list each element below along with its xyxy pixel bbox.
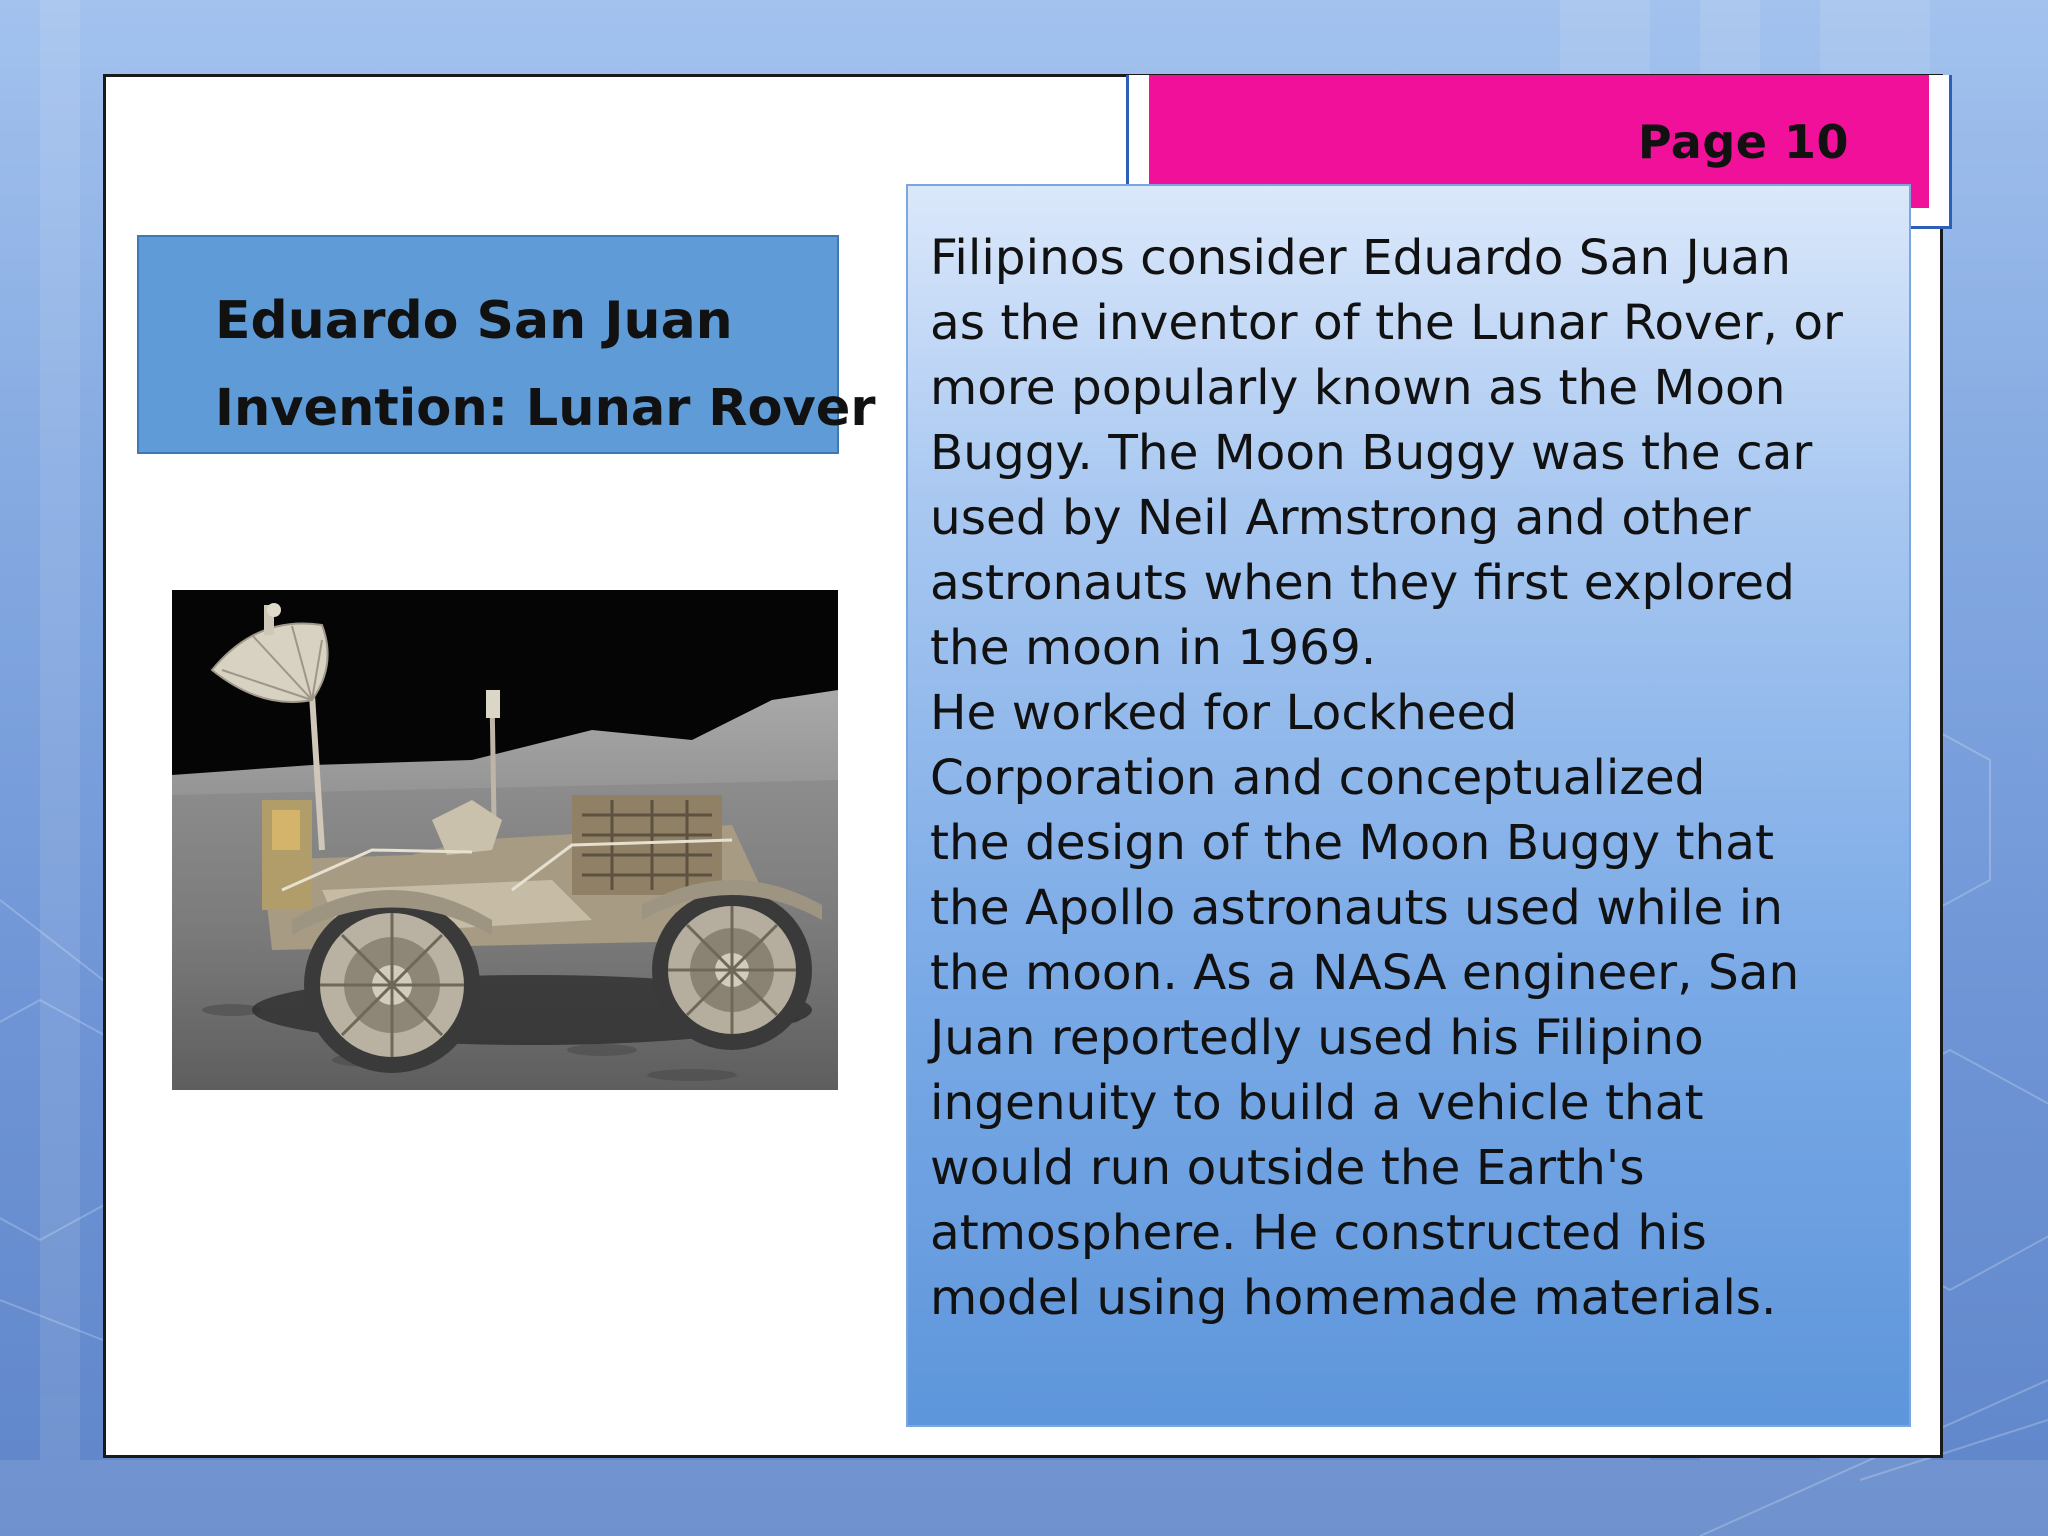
description-text: Filipinos consider Eduardo San Juan as the inventor of the Lunar Rover, or more popularly known as the Moon Buggy. The Moon Buggy was the car used by Neil Armstrong and other astronauts when they first explored the moon in 1969. He worked for Lockheed Corporation and conceptualized the design of the Moon Buggy that the Apollo astronauts used while in the moon. As a NASA engineer, San Juan reportedly used his Filipino ingenuity to build a vehicle that would run outside the Earth's atmosphere. He constructed his model using homemade materials. [930,230,1843,1326]
lunar-rover-photo [172,590,838,1090]
invention-label: Invention: Lunar Rover [215,379,876,438]
description-box [906,184,1911,1427]
page-number: Page 10 [1637,115,1849,169]
inventor-name: Eduardo San Juan [215,291,733,351]
title-box [137,235,876,454]
